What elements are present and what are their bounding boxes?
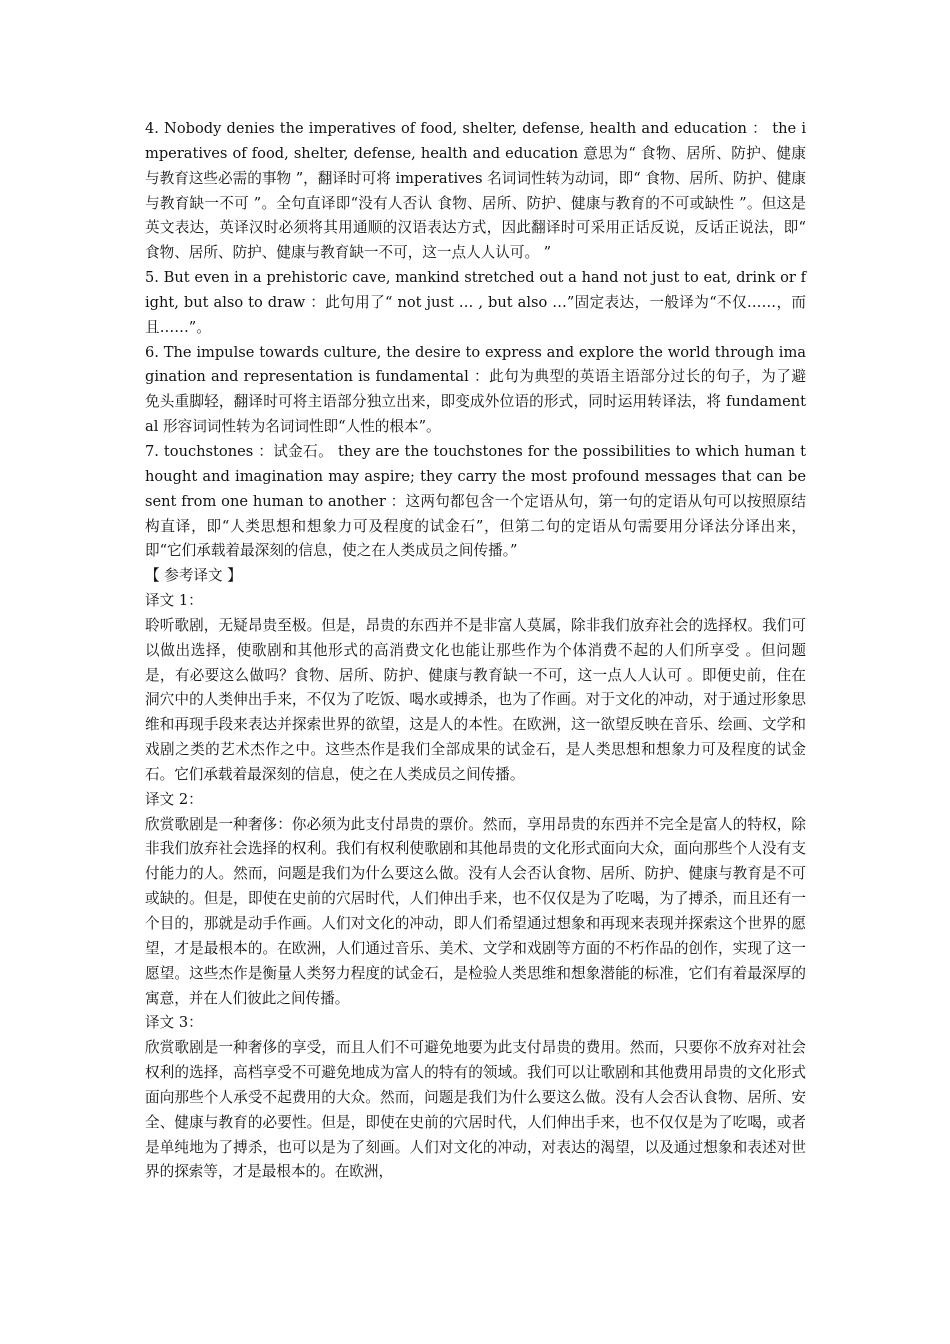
translation-3-text: 欣赏歌剧是一种奢侈的享受，而且人们不可避免地要为此支付昂贵的费用。然而，只要你不放弃对社会权利的选择，高档享受不可避免地成为富人的特有的领域。我们可以让歌剧和其他费用昂贵的文化形式面向那些个人承受不起费用的大众。然而，问题是我们为什么要这么做。没有人会否认食物、居所、安全、健康与教育的必要性。但是，即使在史前的穴居时代，人们伸出手来，也不仅仅是为了吃喝，或者是单纯地为了搏杀，也可以是为了刻画。人们对文化的冲动，对表达的渴望，以及通过想象和表述对世界的探索等，才是最根本的。在欧洲，: [145, 1039, 806, 1181]
translation-2-label: 译文 2：: [145, 790, 203, 808]
translation-1-text: 聆听歌剧，无疑昂贵至极。但是，昂贵的东西并不是非富人莫属，除非我们放弃社会的选择权。我们可以做出选择，使歌剧和其他形式的高消费文化也能让那些作为个体消费不起的人们所享受 。但问题是，有必要这么做吗？食物、居所、防护、健康与教育缺一不可，这一点人人认可 。即便史前，住在洞穴中的人类伸出手来，不仅为了吃饭、喝水或搏杀，也为了作画。对于文化的冲动，对于通过形象思维和再现手段来表达并探索世界的欲望，这是人的本性。在欧洲，这一欲望反映在音乐、绘画、文学和戏剧之类的艺术杰作之中。这些杰作是我们全部成果的试金石，是人类思想和想象力可及程度的试金石。它们承载着最深刻的信息，使之在人类成员之间传播。: [145, 616, 806, 783]
reference-translation-heading: 【 参考译文 】: [145, 567, 242, 585]
translation-1-label: 译文 1：: [145, 592, 203, 610]
note-7-paragraph: 7. touchstones ：试金石。 they are the touchstones for the possibilities to which human thought and imagination may aspire; they carry the most profound messages that can be sent from one human to another ：这两句都包含一个定语从句，第一句的定语从句可以按照原结构直译，即“人类思想和想象力可及程度的试金石”，但第二句的定语从句需要用分译法分译出来，即“它们承载着最深刻的信息，使之在人类成员之间传播。”: [145, 442, 806, 560]
note-6-paragraph: 6. The impulse towards culture, the desire to express and explore the world through imagination and representation is fundamental ：此句为典型的英语主语部分过长的句子，为了避免头重脚轻，翻译时可将主语部分独立出来，即变成外位语的形式，同时运用转译法，将 fundamental 形容词词性转为名词词性即“人性的根本”。: [145, 343, 806, 436]
document-page: [145, 117, 806, 1185]
note-5-paragraph: 5. But even in a prehistoric cave, mankind stretched out a hand not just to eat, drink or fight, but also to draw ：此句用了“ not just … , but also …”固定表达，一般译为“不仅……，而且……”。: [145, 269, 806, 336]
note-4-paragraph: 4. Nobody denies the imperatives of food, shelter, defense, health and education ： the imperatives of food, shelter, defense, health and education 意思为“ 食物、居所、防护、健康与教育这些必需的事物 ”，翻译时可将 imperatives 名词词性转为动词，即“ 食物、居所、防护、健康与教育缺一不可 ”。全句直译即“没有人否认 食物、居所、防护、健康与教育的不可或缺性 ”。但这是英文表达，英译汉时必须将其用通顺的汉语表达方式，因此翻译时可采用正话反说，反话正说法，即“ 食物、居所、防护、健康与教育缺一不可，这一点人人认可。 ”: [145, 120, 806, 262]
translation-2-text: 欣赏歌剧是一种奢侈：你必须为此支付昂贵的票价。然而，享用昂贵的东西并不完全是富人的特权，除非我们放弃社会选择的权利。我们有权利使歌剧和其他昂贵的文化形式面向大众，面向那些个人没有支付能力的人。然而，问题是我们为什么要这么做。没有人会否认食物、居所、防护、健康与教育是不可或缺的。但是，即使在史前的穴居时代，人们伸出手来，也不仅仅是为了吃喝，为了搏杀，而且还有一个目的，那就是动手作画。人们对文化的冲动，即人们希望通过想象和再现来表现并探索这个世界的愿望，才是最根本的。在欧洲，人们通过音乐、美术、文学和戏剧等方面的不朽作品的创作，实现了这一愿望。这些杰作是衡量人类努力程度的试金石，是检验人类思维和想象潜能的标准，它们有着最深厚的寓意，并在人们彼此之间传播。: [145, 815, 806, 1007]
translation-3-label: 译文 3：: [145, 1014, 203, 1032]
